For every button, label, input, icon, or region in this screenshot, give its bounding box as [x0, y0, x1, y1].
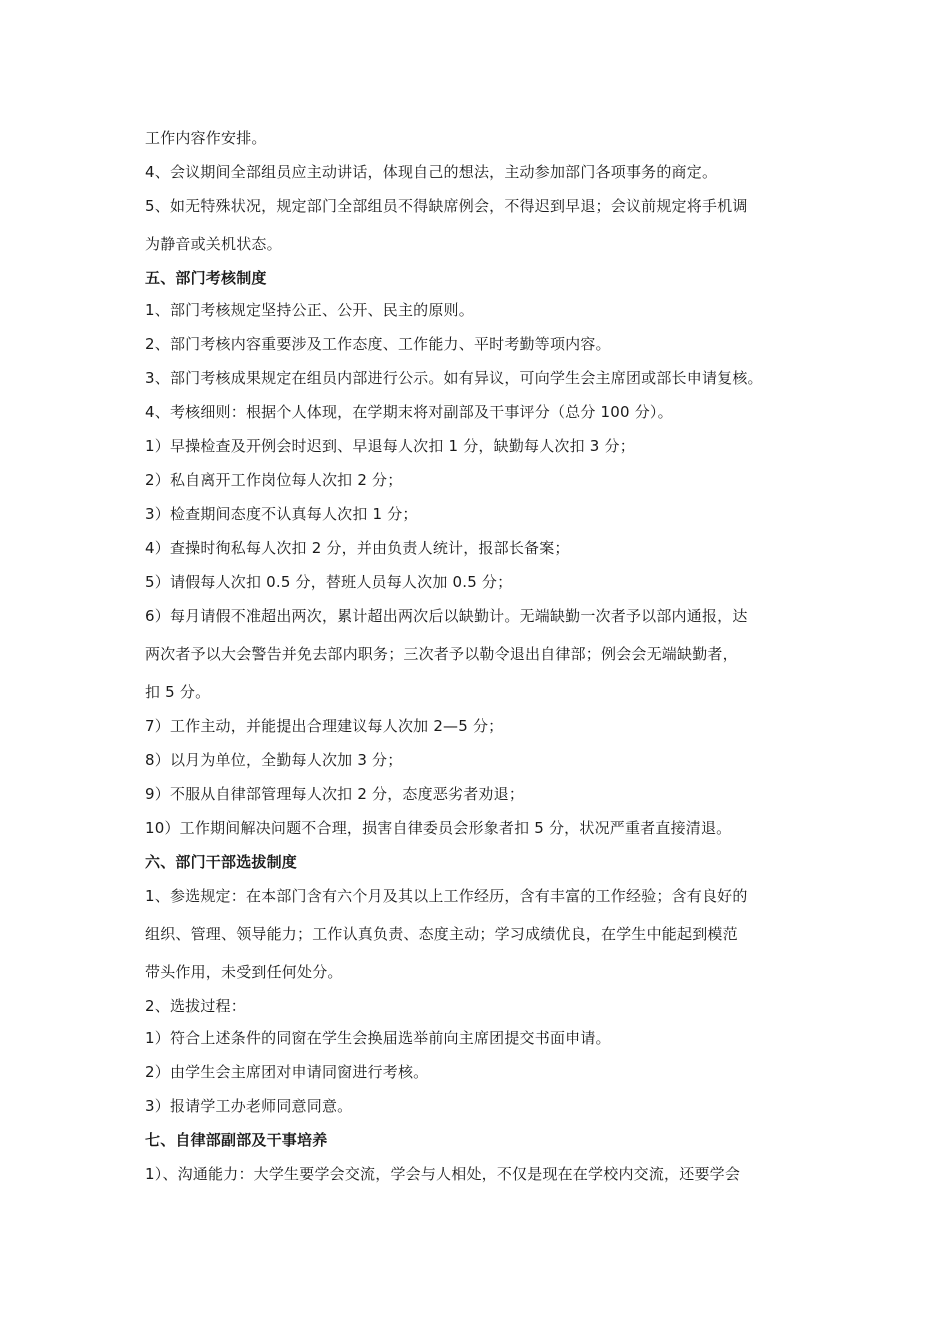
paragraph-line: 5）请假每人次扣 0.5 分，替班人员每人次加 0.5 分； [145, 573, 513, 591]
paragraph-line: 2、部门考核内容重要涉及工作态度、工作能力、平时考勤等项内容。 [145, 335, 611, 353]
paragraph-line: 3）报请学工办老师同意同意。 [145, 1097, 353, 1115]
paragraph-line: 1、部门考核规定坚持公正、公开、民主的原则。 [145, 301, 474, 319]
paragraph-line: 1）、沟通能力：大学生要学会交流，学会与人相处，不仅是现在在学校内交流，还要学会 [145, 1165, 741, 1183]
paragraph-line: 2）私自离开工作岗位每人次扣 2 分； [145, 471, 403, 489]
paragraph-line: 为静音或关机状态。 [145, 235, 282, 253]
paragraph-line: 6）每月请假不准超出两次，累计超出两次后以缺勤计。无端缺勤一次者予以部内通报，达 [145, 607, 748, 625]
paragraph-line: 3）检查期间态度不认真每人次扣 1 分； [145, 505, 418, 523]
paragraph-line: 4、考核细则：根据个人体现，在学期末将对副部及干事评分（总分 100 分）。 [145, 403, 673, 421]
section-heading: 六、部门干部选拔制度 [145, 853, 298, 871]
paragraph-line: 两次者予以大会警告并免去部内职务；三次者予以勒令退出自律部；例会会无端缺勤者， [145, 645, 738, 663]
paragraph-line: 工作内容作安排。 [145, 129, 267, 147]
section-heading: 七、自律部副部及干事培养 [145, 1131, 328, 1149]
paragraph-line: 扣 5 分。 [145, 683, 211, 701]
paragraph-line: 9）不服从自律部管理每人次扣 2 分，态度恶劣者劝退； [145, 785, 525, 803]
paragraph-line: 7）工作主动，并能提出合理建议每人次加 2—5 分； [145, 717, 504, 735]
section-heading: 五、部门考核制度 [145, 269, 267, 287]
paragraph-line: 1、参选规定：在本部门含有六个月及其以上工作经历，含有丰富的工作经验；含有良好的 [145, 887, 748, 905]
paragraph-line: 组织、管理、领导能力；工作认真负责、态度主动；学习成绩优良，在学生中能起到模范 [145, 925, 738, 943]
paragraph-line: 带头作用，未受到任何处分。 [145, 963, 343, 981]
paragraph-line: 5、如无特殊状况，规定部门全部组员不得缺席例会，不得迟到早退；会议前规定将手机调 [145, 197, 748, 215]
paragraph-line: 1）符合上述条件的同窗在学生会换届选举前向主席团提交书面申请。 [145, 1029, 611, 1047]
paragraph-line: 10）工作期间解决问题不合理，损害自律委员会形象者扣 5 分，状况严重者直接清退。 [145, 819, 732, 837]
paragraph-line: 4）查操时徇私每人次扣 2 分，并由负责人统计，报部长备案； [145, 539, 570, 557]
paragraph-line: 8）以月为单位，全勤每人次加 3 分； [145, 751, 403, 769]
paragraph-line: 2）由学生会主席团对申请同窗进行考核。 [145, 1063, 429, 1081]
paragraph-line: 2、选拔过程： [145, 997, 246, 1015]
paragraph-line: 1）早操检查及开例会时迟到、早退每人次扣 1 分，缺勤每人次扣 3 分； [145, 437, 635, 455]
paragraph-line: 4、会议期间全部组员应主动讲话，体现自己的想法，主动参加部门各项事务的商定。 [145, 163, 718, 181]
paragraph-line: 3、部门考核成果规定在组员内部进行公示。如有异议，可向学生会主席团或部长申请复核。 [145, 369, 763, 387]
